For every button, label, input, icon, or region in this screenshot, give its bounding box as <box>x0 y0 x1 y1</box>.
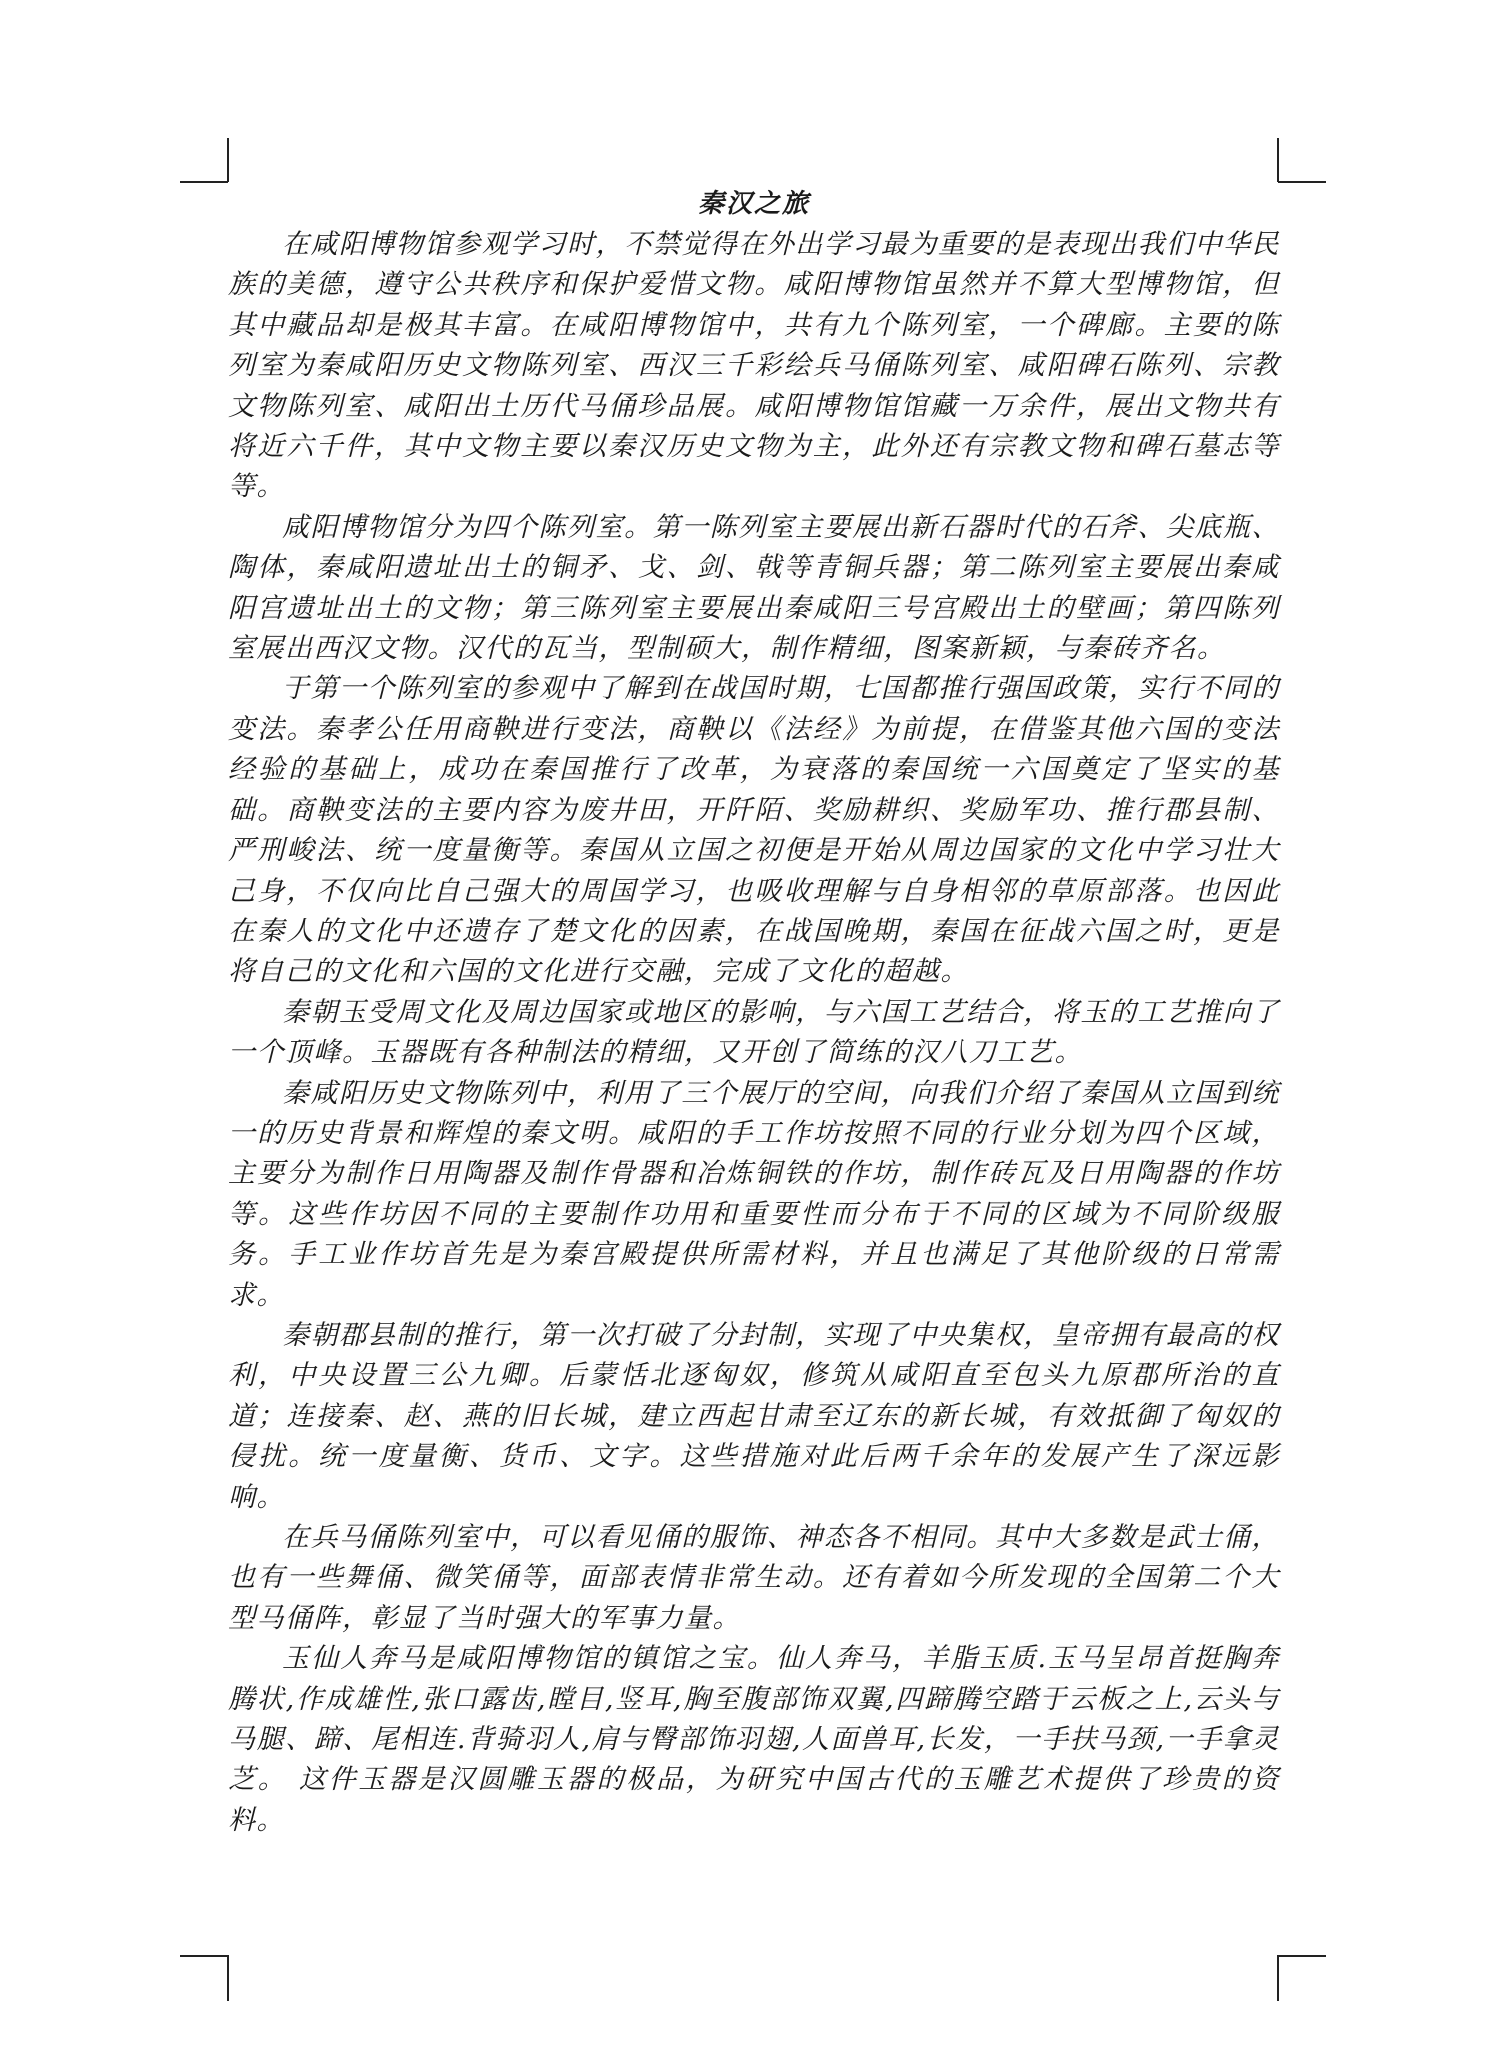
crop-mark-bottom-right <box>1277 1955 1279 2001</box>
paragraph: 秦朝玉受周文化及周边国家或地区的影响，与六国工艺结合，将玉的工艺推向了一个顶峰。玉器既有各种制法的精细，又开创了简练的汉八刀工艺。 <box>228 996 1280 1069</box>
crop-mark-bottom-left <box>227 1955 229 2001</box>
crop-mark-top-left <box>227 138 229 182</box>
crop-mark-bottom-right <box>1278 1955 1326 1957</box>
paragraph: 秦朝郡县制的推行，第一次打破了分封制，实现了中央集权，皇帝拥有最高的权利，中央设置三公九卿。后蒙恬北逐匈奴，修筑从咸阳直至包头九原郡所治的直道；连接秦、赵、燕的旧长城，建立西起甘肃至辽东的新长城，有效抵御了匈奴的侵扰。统一度量衡、货币、文字。这些措施对此后两千余年的发展产生了深远影响。 <box>228 1319 1280 1513</box>
document-title: 秦汉之旅 <box>697 189 810 219</box>
crop-mark-bottom-left <box>180 1955 228 1957</box>
paragraph: 在兵马俑陈列室中，可以看见俑的服饰、神态各不相同。其中大多数是武士俑，也有一些舞俑、微笑俑等，面部表情非常生动。还有着如今所发现的全国第二个大型马俑阵，彰显了当时强大的军事力量。 <box>228 1522 1280 1634</box>
paragraph: 咸阳博物馆分为四个陈列室。第一陈列室主要展出新石器时代的石斧、尖底瓶、陶体，秦咸阳遗址出土的铜矛、戈、剑、戟等青铜兵器；第二陈列室主要展出秦咸阳宫遗址出土的文物；第三陈列室主要展出秦咸阳三号宫殿出土的壁画；第四陈列室展出西汉文物。汉代的瓦当，型制硕大，制作精细，图案新颖，与秦砖齐名。 <box>228 511 1280 665</box>
document-body <box>228 183 1280 1841</box>
paragraph: 在咸阳博物馆参观学习时，不禁觉得在外出学习最为重要的是表现出我们中华民族的美德，遵守公共秩序和保护爱惜文物。咸阳博物馆虽然并不算大型博物馆，但其中藏品却是极其丰富。在咸阳博物馆中，共有九个陈列室，一个碑廊。主要的陈列室为秦咸阳历史文物陈列室、西汉三千彩绘兵马俑陈列室、咸阳碑石陈列、宗教文物陈列室、咸阳出土历代马俑珍品展。咸阳博物馆馆藏一万余件，展出文物共有将近六千件，其中文物主要以秦汉历史文物为主，此外还有宗教文物和碑石墓志等等。 <box>228 229 1280 503</box>
crop-mark-top-right <box>1277 138 1279 182</box>
paragraph: 秦咸阳历史文物陈列中，利用了三个展厅的空间，向我们介绍了秦国从立国到统一的历史背景和辉煌的秦文明。咸阳的手工作坊按照不同的行业分划为四个区域，主要分为制作日用陶器及制作骨器和冶炼铜铁的作坊，制作砖瓦及日用陶器的作坊等。这些作坊因不同的主要制作功用和重要性而分布于不同的区域为不同阶级服务。手工业作坊首先是为秦宫殿提供所需材料，并且也满足了其他阶级的日常需求。 <box>228 1077 1280 1311</box>
paragraph: 于第一个陈列室的参观中了解到在战国时期，七国都推行强国政策，实行不同的变法。秦孝公任用商鞅进行变法，商鞅以《法经》为前提，在借鉴其他六国的变法经验的基础上，成功在秦国推行了改革，为衰落的秦国统一六国奠定了坚实的基础。商鞅变法的主要内容为废井田，开阡陌、奖励耕织、奖励军功、推行郡县制、严刑峻法、统一度量衡等。秦国从立国之初便是开始从周边国家的文化中学习壮大己身，不仅向比自己强大的周国学习，也吸收理解与自身相邻的草原部落。也因此在秦人的文化中还遗存了楚文化的因素，在战国晚期，秦国在征战六国之时，更是将自己的文化和六国的文化进行交融，完成了文化的超越。 <box>228 673 1280 988</box>
crop-mark-top-left <box>180 181 228 183</box>
paragraph: 玉仙人奔马是咸阳博物馆的镇馆之宝。仙人奔马，羊脂玉质.玉马呈昂首挺胸奔腾状,作成雄性,张口露齿,瞠目,竖耳,胸至腹部饰双翼,四蹄腾空踏于云板之上,云头与马腿、蹄、尾相连.背骑羽人,肩与臀部饰羽翅,人面兽耳,长发，一手扶马颈,一手拿灵芝。 这件玉器是汉圆雕玉器的极品，为研究中国古代的玉雕艺术提供了珍贵的资料。 <box>228 1643 1280 1836</box>
crop-mark-top-right <box>1278 181 1326 183</box>
